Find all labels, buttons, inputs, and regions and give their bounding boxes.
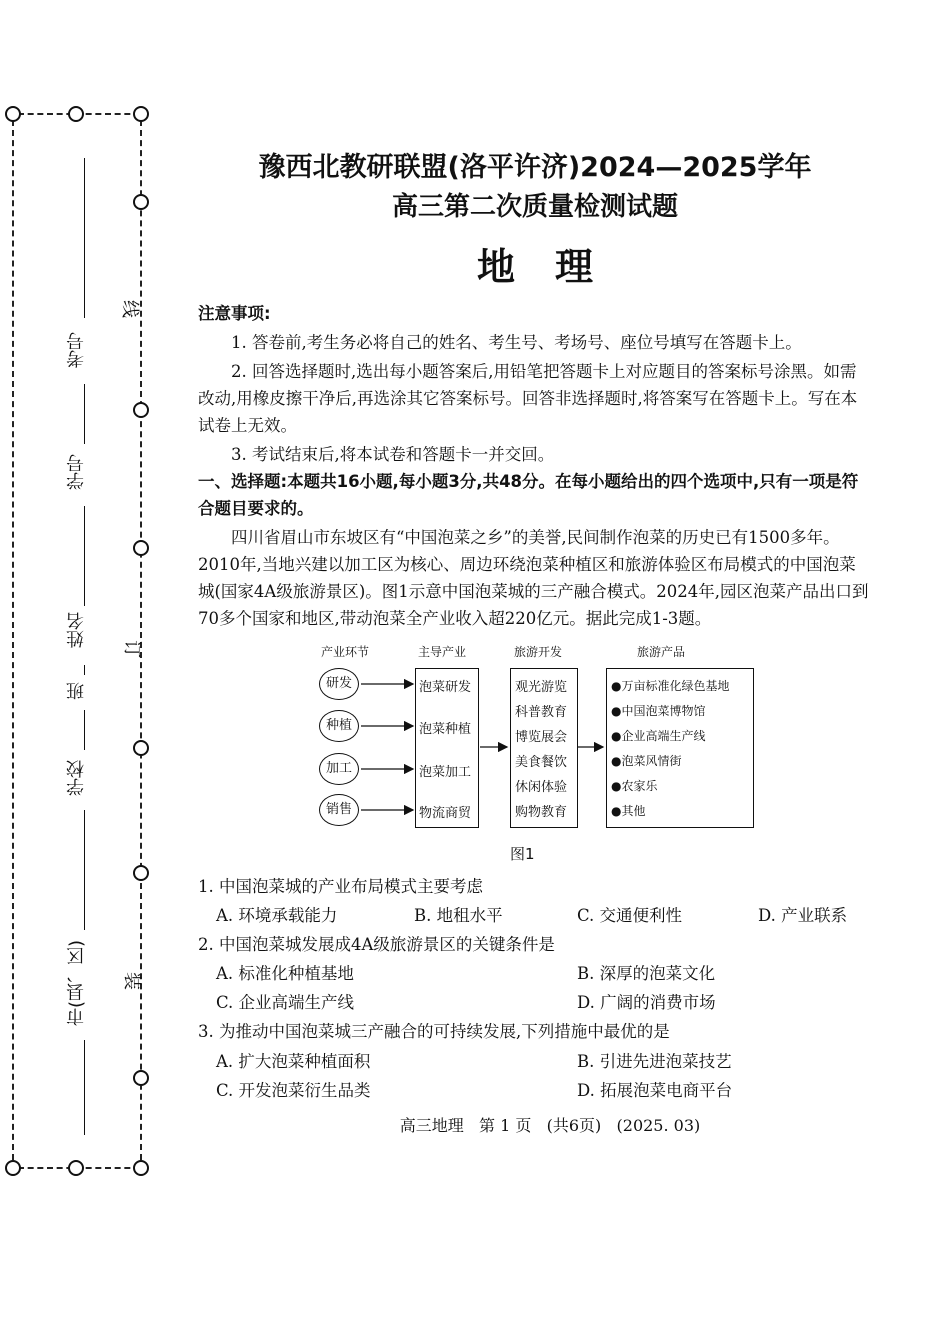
- diagram-header: 产业环节: [321, 645, 370, 659]
- binding-mark-zhuang: 装: [121, 972, 142, 990]
- figure-1-diagram: [315, 640, 765, 830]
- option-b: B. 引进先进泡菜技艺: [577, 1052, 732, 1071]
- notice-section: [198, 300, 870, 632]
- binding-ring: [133, 106, 149, 122]
- subject-title: 地理: [476, 245, 633, 289]
- industry-item: 物流商贸: [419, 806, 472, 821]
- link-node: 研发: [319, 668, 359, 700]
- product-item: ●泡菜风情街: [611, 754, 682, 768]
- industry-item: 泡菜加工: [419, 765, 472, 780]
- field-exam-number: 考号: [66, 332, 87, 368]
- option-d: D. 产业联系: [758, 906, 848, 925]
- field-school: 学校: [66, 760, 87, 796]
- tourism-item: 购物教育: [515, 805, 568, 820]
- product-item: ●其他: [611, 804, 646, 818]
- diagram-header: 旅游产品: [637, 645, 686, 659]
- binding-mark-xian: 线: [119, 300, 140, 318]
- question-stem: 2. 中国泡菜城发展成4A级旅游景区的关键条件是: [198, 935, 555, 954]
- figure-caption: 图1: [510, 845, 535, 863]
- field-city-county: 市(县、区): [66, 940, 87, 1027]
- option-d: D. 广阔的消费市场: [577, 993, 716, 1012]
- option-c: C. 开发泡菜衍生品类: [216, 1081, 371, 1100]
- binding-ring: [133, 865, 149, 881]
- binding-ring: [133, 194, 149, 210]
- option-c: C. 交通便利性: [577, 906, 683, 925]
- option-d: D. 拓展泡菜电商平台: [577, 1081, 733, 1100]
- option-c: C. 企业高端生产线: [216, 993, 355, 1012]
- field-name: 姓名: [66, 612, 87, 648]
- link-node: 加工: [319, 753, 359, 785]
- section-heading: 一、选择题:本题共16小题,每小题3分,共48分。在每小题给出的四个选项中,只有一项是符合题目要求的。: [198, 472, 859, 518]
- product-item: ●企业高端生产线: [611, 729, 706, 743]
- notice-title: 注意事项:: [198, 304, 271, 323]
- binding-ring: [133, 740, 149, 756]
- tourism-item: 美食餐饮: [515, 755, 568, 770]
- binding-ring: [68, 1160, 84, 1176]
- diagram-header: 旅游开发: [514, 645, 563, 659]
- option-a: A. 扩大泡菜种植面积: [216, 1052, 371, 1071]
- product-item: ●万亩标准化绿色基地: [611, 679, 730, 693]
- product-item: ●农家乐: [611, 779, 658, 793]
- field-class: 班: [66, 682, 87, 700]
- binding-ring: [68, 106, 84, 122]
- question-stem: 1. 中国泡菜城的产业布局模式主要考虑: [198, 877, 483, 896]
- diagram-header: 主导产业: [418, 645, 467, 659]
- tourism-item: 休闲体验: [515, 780, 568, 795]
- binding-ring: [5, 1160, 21, 1176]
- notice-item: 1. 答卷前,考生务必将自己的姓名、考生号、考场号、座位号填写在答题卡上。: [231, 333, 802, 352]
- binding-ring: [133, 1070, 149, 1086]
- notice-item: 3. 考试结束后,将本试卷和答题卡一并交回。: [231, 445, 555, 464]
- question-stem: 3. 为推动中国泡菜城三产融合的可持续发展,下列措施中最优的是: [198, 1022, 670, 1041]
- tourism-item: 博览展会: [515, 730, 568, 745]
- tourism-item: 观光游览: [515, 680, 568, 695]
- industry-item: 泡菜种植: [419, 722, 472, 737]
- binding-ring: [133, 402, 149, 418]
- option-a: A. 标准化种植基地: [216, 964, 354, 983]
- link-node: 种植: [319, 710, 359, 742]
- product-item: ●中国泡菜博物馆: [611, 704, 706, 718]
- option-b: B. 深厚的泡菜文化: [577, 964, 716, 983]
- exam-title-line2: 高三第二次质量检测试题: [391, 192, 678, 222]
- link-node: 销售: [319, 794, 359, 826]
- page-footer: 高三地理 第 1 页 (共6页) (2025. 03): [399, 1116, 701, 1135]
- tourism-item: 科普教育: [515, 705, 568, 720]
- field-student-number: 学号: [66, 454, 87, 490]
- notice-item: 2. 回答选择题时,选出每小题答案后,用铅笔把答题卡上对应题目的答案标号涂黑。如需改动,用橡皮擦干净后,再选涂其它答案标号。回答非选择题时,将答案写在答题卡上。写在本试卷上无效。: [198, 362, 858, 435]
- industry-item: 泡菜研发: [419, 680, 472, 695]
- exam-title-line1: 豫西北教研联盟(洛平许济)2024—2025学年: [258, 152, 812, 183]
- passage: 四川省眉山市东坡区有“中国泡菜之乡”的美誉,民间制作泡菜的历史已有1500多年。2010年,当地兴建以加工区为核心、周边环绕泡菜种植区和旅游体验区布局模式的中国泡菜城(国家4A级旅游景区)。图1示意中国泡菜城的三产融合模式。2024年,园区泡菜产品出口到70多个国家和地区,带动泡菜全产业收入超220亿元。据此完成1-3题。: [198, 528, 869, 628]
- option-a: A. 环境承载能力: [216, 906, 338, 925]
- option-b: B. 地租水平: [414, 906, 503, 925]
- binding-mark-ding: 订: [121, 640, 142, 658]
- binding-ring: [5, 106, 21, 122]
- binding-ring: [133, 1160, 149, 1176]
- binding-ring: [133, 540, 149, 556]
